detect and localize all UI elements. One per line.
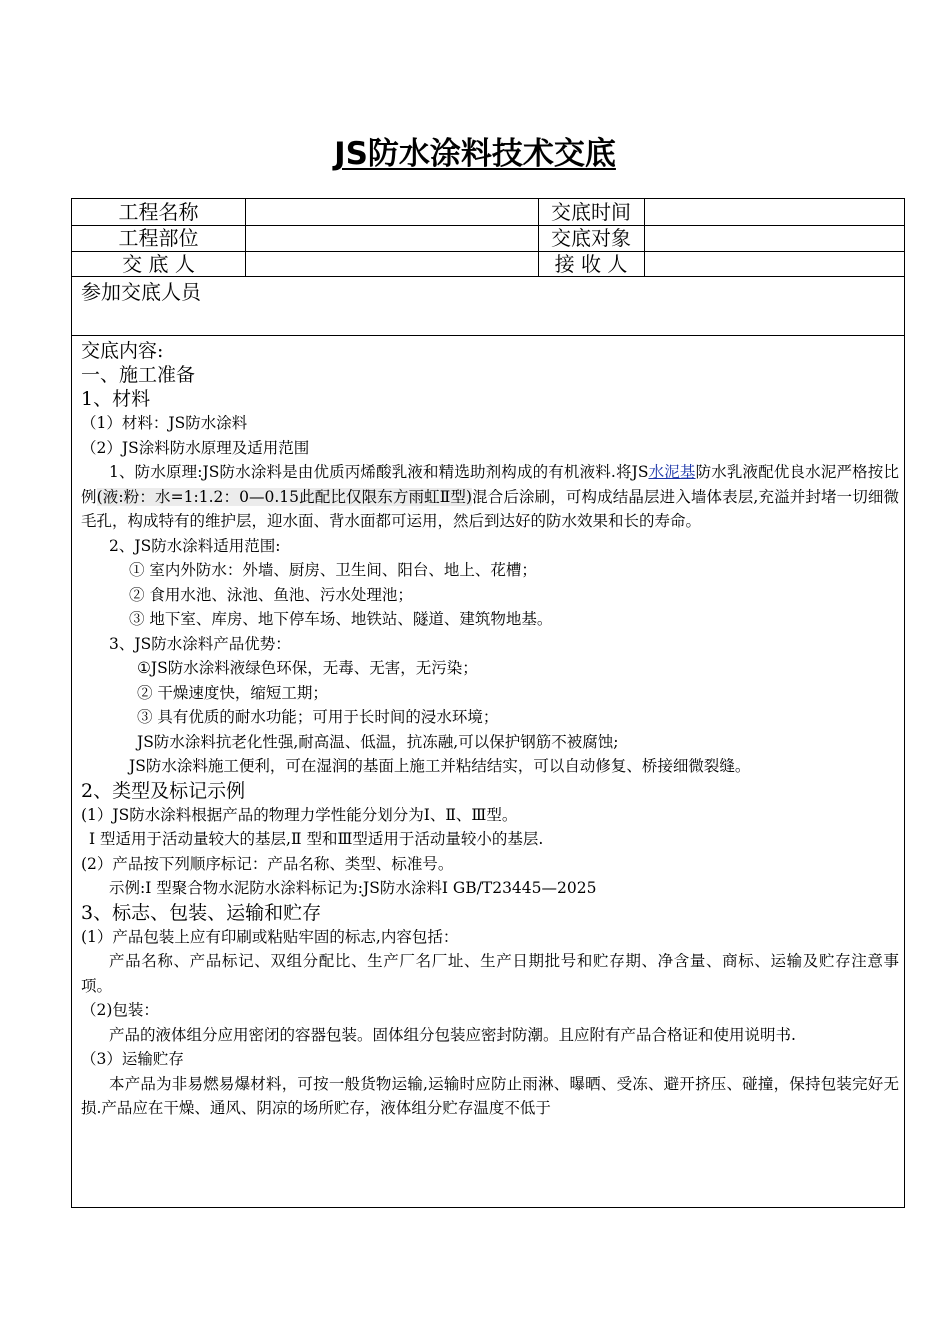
type-line: Ⅰ 型适用于活动量较大的基层,Ⅱ 型和Ⅲ型适用于活动量较小的基层. [89,830,544,848]
participants-label: 参加交底人员 [81,280,201,304]
cement-base-link[interactable]: 水泥基 [648,463,696,481]
package-line: 本产品为非易燃易爆材料，可按一般货物运输,运输时应防止雨淋、曝晒、受冻、避开挤压、碰撞，保持包装完好无损.产品应在干燥、通风、阴凉的场所贮存，液体组分贮存温度不低于 [81,1074,899,1117]
advantage-item: ①JS防水涂料液绿色环保，无毒、无害，无污染； [137,659,478,677]
col-divider [245,199,246,276]
scope-item: ③ 地下室、库房、地下停车场、地铁站、隧道、建筑物地基。 [129,610,553,628]
advantage-item: JS防水涂料抗老化性强,耐高温、低温，抗冻融,可以保护钢筋不被腐蚀; [137,732,619,751]
type-line: (1）JS防水涂料根据产品的物理力学性能分划分为Ⅰ、Ⅱ、Ⅲ型。 [81,805,518,824]
material-line: （2）JS涂料防水原理及适用范围 [81,438,310,457]
project-part-label: 工程部位 [118,226,199,250]
package-line: 产品名称、产品标记、双组分配比、生产厂名厂址、生产日期批号和贮存期、净含量、商标、运输及贮存注意事项。 [81,952,899,995]
target-label: 交底对象 [551,226,631,250]
receiver-label: 接 收 人 [554,252,628,276]
ratio-highlight: (液:粉：水=1:1.2：0—0.15此配比仅限东方雨虹Ⅱ型) [96,487,473,506]
disclosure-table [71,198,905,1208]
type-line: 示例:Ⅰ 型聚合物水泥防水涂料标记为:JS防水涂料Ⅰ GB/T23445—2025 [109,879,597,897]
project-name-label: 工程名称 [118,200,199,224]
subsection-heading: 2、类型及标记示例 [81,779,246,802]
type-line: (2）产品按下列顺序标记：产品名称、类型、标准号。 [81,854,454,873]
package-line: （3）运输贮存 [81,1050,184,1068]
principle-paragraph: 1、防水原理:JS防水涂料是由优质丙烯酸乳液和精选助剂构成的有机液料.将JS水泥基防水乳液配优良水泥严格按比例(液:粉：水=1:1.2：0—0.15此配比仅限东方雨虹Ⅱ型)混合后涂刷，可构成结晶层进入墙体表层,充溢并封堵一切细微毛孔，构成特有的维护层，迎水面、背水面都可运用，然后到达好的防水效果和长的寿命。 [81,463,899,530]
scope-title: 2、JS防水涂料适用范围: [109,536,281,555]
scope-item: ② 食用水池、泳池、鱼池、污水处理池； [129,585,413,604]
package-line: （2)包装： [81,1001,159,1019]
package-line: (1）产品包装上应有印刷或粘贴牢固的标志,内容包括： [81,927,459,946]
advantage-item: JS防水涂料施工便利，可在湿润的基面上施工并粘结结实，可以自动修复、桥接细微裂缝。 [129,757,751,775]
content-heading: 交底内容: [81,340,164,362]
subsection-heading: 3、标志、包装、运输和贮存 [81,901,322,924]
scope-item: ① 室内外防水：外墙、厨房、卫生间、阳台、地上、花槽； [129,561,537,579]
advantage-item: ② 干燥速度快，缩短工期； [137,683,328,702]
time-label: 交底时间 [551,200,631,224]
row-divider [72,335,904,336]
material-line: （1）材料：JS防水涂料 [81,414,248,432]
package-line: 产品的液体组分应用密闭的容器包装。固体组分包装应密封防潮。且应附有产品合格证和使用说明书. [109,1025,796,1044]
section-heading: 一、施工准备 [81,364,196,386]
col-divider [644,199,645,276]
advantage-title: 3、JS防水涂料产品优势： [109,634,291,653]
disclosure-content [81,339,899,1121]
presenter-label: 交 底 人 [122,252,195,276]
subsection-heading: 1、材料 [81,388,151,410]
advantage-item: ③ 具有优质的耐水功能；可用于长时间的浸水环境； [137,708,499,726]
page-title: JS防水涂料技术交底 [334,136,616,172]
